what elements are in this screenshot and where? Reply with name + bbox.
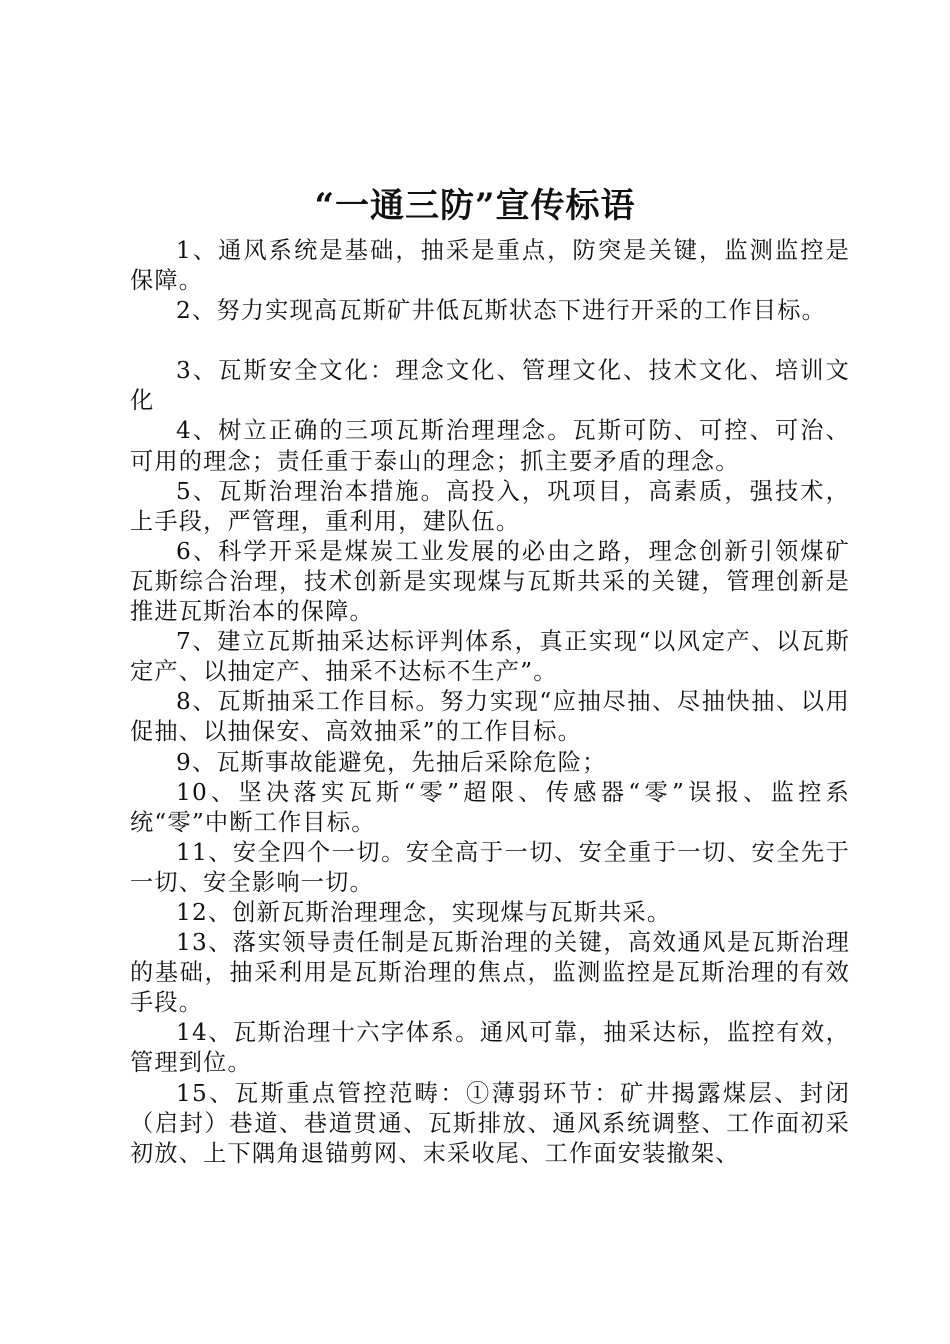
- paragraph-2: 2、努力实现高瓦斯矿井低瓦斯状态下进行开采的工作目标。: [176, 297, 827, 325]
- paragraph-15: 15、瓦斯重点管控范畴：①薄弱环节：矿井揭露煤层、封闭（启封）巷道、巷道贯通、瓦斯排放、通风系统调整、工作面初采初放、上下隅角退锚剪网、末采收尾、工作面安装撤架、: [130, 1079, 850, 1167]
- paragraph-6: 6、科学开采是煤炭工业发展的必由之路，理念创新引领煤矿瓦斯综合治理，技术创新是实现煤与瓦斯共采的关键，管理创新是推进瓦斯治本的保障。: [130, 537, 850, 626]
- paragraph-9: 9、瓦斯事故能避免，先抽后采除危险；: [176, 748, 607, 776]
- paragraph-3: 3、瓦斯安全文化：理念文化、管理文化、技术文化、培训文化: [130, 357, 850, 415]
- document-body: [130, 236, 850, 1169]
- paragraph-8: 8、瓦斯抽采工作目标。努力实现“应抽尽抽、尽抽快抽、以用促抽、以抽保安、高效抽采”的工作目标。: [130, 688, 850, 746]
- paragraph-7: 7、建立瓦斯抽采达标评判体系，真正实现“以风定产、以瓦斯定产、以抽定产、抽采不达标不生产”。: [130, 628, 850, 686]
- paragraph-13: 13、落实领导责任制是瓦斯治理的关键，高效通风是瓦斯治理的基础，抽采利用是瓦斯治理的焦点，监测监控是瓦斯治理的有效手段。: [130, 929, 850, 1017]
- paragraph-10: 10、坚决落实瓦斯“零”超限、传感器“零”误报、监控系统“零”中断工作目标。: [130, 778, 850, 836]
- paragraph-11: 11、安全四个一切。安全高于一切、安全重于一切、安全先于一切、安全影响一切。: [130, 838, 850, 896]
- paragraph-4: 4、树立正确的三项瓦斯治理理念。瓦斯可防、可控、可治、可用的理念；责任重于泰山的理念；抓主要矛盾的理念。: [130, 417, 850, 475]
- paragraph-1: 1、通风系统是基础，抽采是重点，防突是关键，监测监控是保障。: [130, 237, 850, 295]
- paragraph-5: 5、瓦斯治理治本措施。高投入，巩项目，高素质，强技术，上手段，严管理，重利用，建队伍。: [130, 477, 850, 535]
- document-title: “一通三防”宣传标语: [314, 186, 636, 226]
- paragraph-14: 14、瓦斯治理十六字体系。通风可靠，抽采达标，监控有效，管理到位。: [130, 1019, 850, 1077]
- paragraph-12: 12、创新瓦斯治理理念，实现煤与瓦斯共采。: [176, 898, 672, 926]
